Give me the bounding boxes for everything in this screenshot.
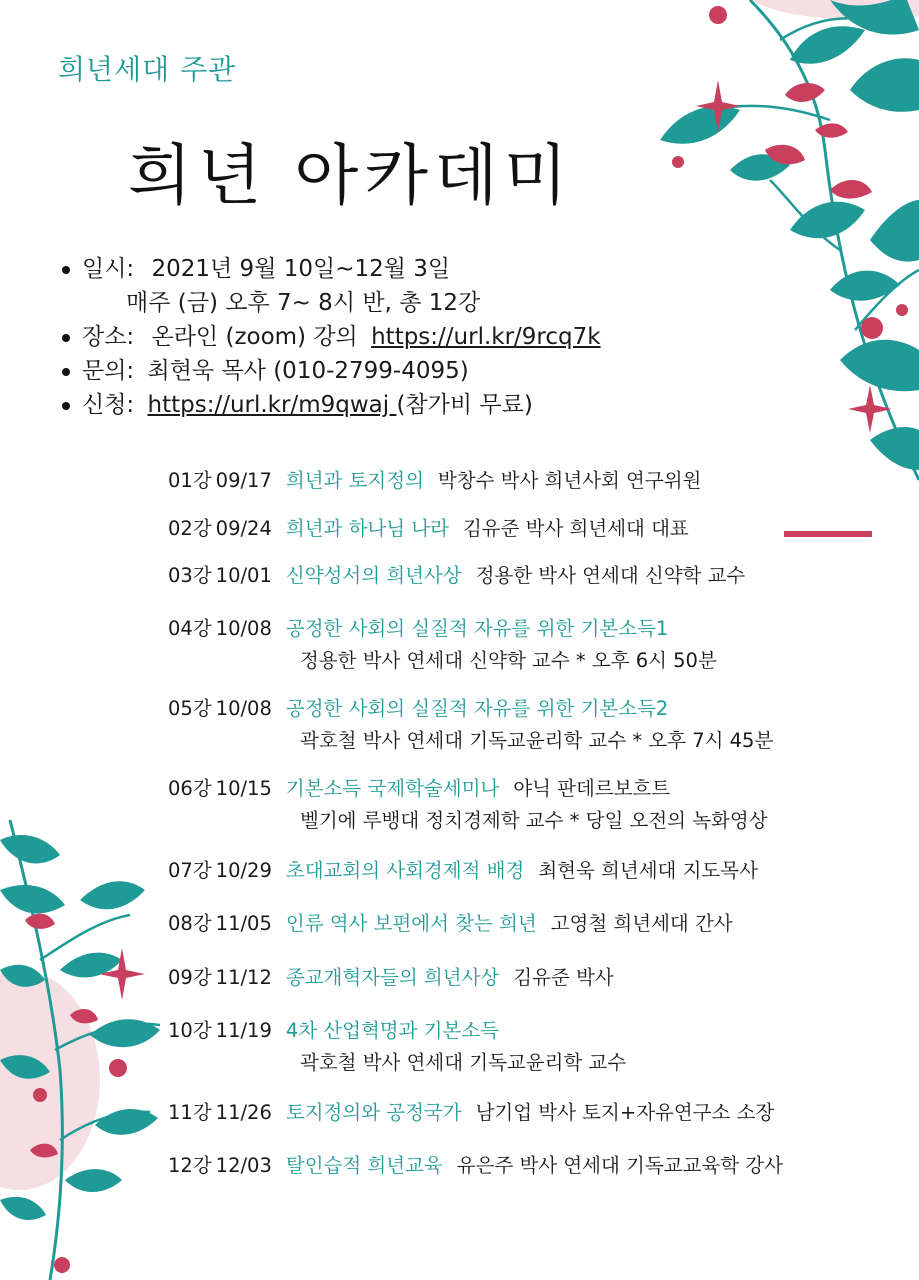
lecture-speaker: 박창수 박사 희년사회 연구위원 — [437, 469, 702, 492]
lecture-topic: 희년과 토지정의 — [285, 469, 424, 492]
lecture-date: 11/26 — [215, 1101, 272, 1124]
info-date-row — [60, 252, 700, 286]
lecture-08 — [168, 908, 733, 940]
lecture-topic: 초대교회의 사회경제적 배경 — [285, 859, 525, 882]
lecture-07 — [168, 855, 758, 887]
info-apply-link[interactable]: https://url.kr/m9qwaj — [147, 392, 397, 418]
lecture-date: 11/05 — [215, 912, 272, 935]
info-place-value: 온라인 (zoom) 강의 — [151, 324, 358, 350]
lecture-topic: 희년과 하나님 나라 — [285, 517, 449, 540]
lecture-02 — [168, 513, 689, 545]
lecture-05 — [168, 693, 773, 757]
lecture-speaker: 곽호철 박사 연세대 기독교윤리학 교수 * 오후 7시 45분 — [300, 729, 774, 752]
lecture-topic: 종교개혁자들의 희년사상 — [285, 966, 500, 989]
info-place-link[interactable]: https://url.kr/9rcq7k — [371, 324, 601, 350]
lecture-10 — [168, 1015, 626, 1079]
lecture-speaker: 정용한 박사 연세대 신약학 교수 * 오후 6시 50분 — [300, 649, 717, 672]
lecture-03 — [168, 560, 745, 592]
lecture-speaker: 고영철 희년세대 간사 — [550, 912, 733, 935]
lecture-number: 10강 — [168, 1019, 212, 1042]
organizer-label: 희년세대 주관 — [58, 53, 237, 86]
info-apply-row — [60, 388, 700, 422]
lecture-date: 09/24 — [215, 517, 272, 540]
lecture-topic: 인류 역사 보편에서 찾는 희년 — [285, 912, 537, 935]
lecture-speaker: 남기업 박사 토지+자유연구소 소장 — [475, 1101, 775, 1124]
lecture-topic: 기본소득 국제학술세미나 — [285, 777, 500, 800]
lecture-number: 01강 — [168, 469, 212, 492]
lecture-date: 10/15 — [215, 777, 272, 800]
info-contact-label: 문의: — [82, 358, 135, 384]
info-contact-row — [60, 354, 700, 388]
lecture-speaker-detail: 벨기에 루뱅대 정치경제학 교수 * 당일 오전의 녹화영상 — [300, 809, 768, 832]
leaf-decoration-top-right — [640, 0, 919, 500]
lecture-number: 02강 — [168, 517, 212, 540]
lecture-date: 11/12 — [215, 966, 272, 989]
lecture-speaker: 야닉 판데르보흐트 — [513, 777, 671, 800]
info-date-value: 2021년 9월 10일~12월 3일 — [151, 256, 451, 282]
lecture-speaker: 김유준 박사 — [513, 966, 614, 989]
lecture-topic: 신약성서의 희년사상 — [285, 564, 462, 587]
lecture-04 — [168, 613, 717, 677]
lecture-number: 04강 — [168, 617, 212, 640]
lecture-topic: 토지정의와 공정국가 — [285, 1101, 462, 1124]
lecture-speaker: 김유준 박사 희년세대 대표 — [462, 517, 689, 540]
info-date-label: 일시: — [82, 256, 135, 282]
info-place-row — [60, 320, 700, 354]
info-contact-value: 최현욱 목사 (010-2799-4095) — [147, 358, 469, 384]
lecture-topic: 4차 산업혁명과 기본소득 — [285, 1019, 500, 1042]
lecture-06 — [168, 773, 768, 837]
lecture-date: 09/17 — [215, 469, 272, 492]
lecture-12 — [168, 1150, 783, 1182]
lecture-date: 10/08 — [215, 617, 272, 640]
lecture-number: 11강 — [168, 1101, 212, 1124]
lecture-number: 03강 — [168, 564, 212, 587]
lecture-number: 06강 — [168, 777, 212, 800]
lecture-number: 05강 — [168, 697, 212, 720]
lecture-topic: 공정한 사회의 실질적 자유를 위한 기본소득1 — [285, 617, 669, 640]
info-place-label: 장소: — [82, 324, 135, 350]
lecture-topic: 공정한 사회의 실질적 자유를 위한 기본소득2 — [285, 697, 669, 720]
lecture-number: 09강 — [168, 966, 212, 989]
event-info — [60, 252, 700, 422]
lecture-speaker: 최현욱 희년세대 지도목사 — [538, 859, 758, 882]
info-apply-note: (참가비 무료) — [396, 392, 533, 418]
lecture-speaker: 곽호철 박사 연세대 기독교윤리학 교수 — [300, 1051, 627, 1074]
lecture-number: 07강 — [168, 859, 212, 882]
lecture-date: 10/29 — [215, 859, 272, 882]
lecture-01 — [168, 465, 701, 497]
lecture-09 — [168, 962, 614, 994]
info-date-detail: 매주 (금) 오후 7~ 8시 반, 총 12강 — [126, 290, 481, 316]
accent-bar — [784, 531, 872, 537]
lecture-speaker: 정용한 박사 연세대 신약학 교수 — [475, 564, 746, 587]
lecture-number: 08강 — [168, 912, 212, 935]
lecture-topic: 탈인습적 희년교육 — [285, 1154, 443, 1177]
lecture-date: 11/19 — [215, 1019, 272, 1042]
page-title: 희년 아카데미 — [128, 137, 574, 214]
info-apply-label: 신청: — [82, 392, 135, 418]
lecture-number: 12강 — [168, 1154, 212, 1177]
lecture-date: 12/03 — [215, 1154, 272, 1177]
lecture-date: 10/08 — [215, 697, 272, 720]
lecture-date: 10/01 — [215, 564, 272, 587]
lecture-11 — [168, 1097, 774, 1129]
lecture-speaker: 유은주 박사 연세대 기독교교육학 강사 — [456, 1154, 783, 1177]
